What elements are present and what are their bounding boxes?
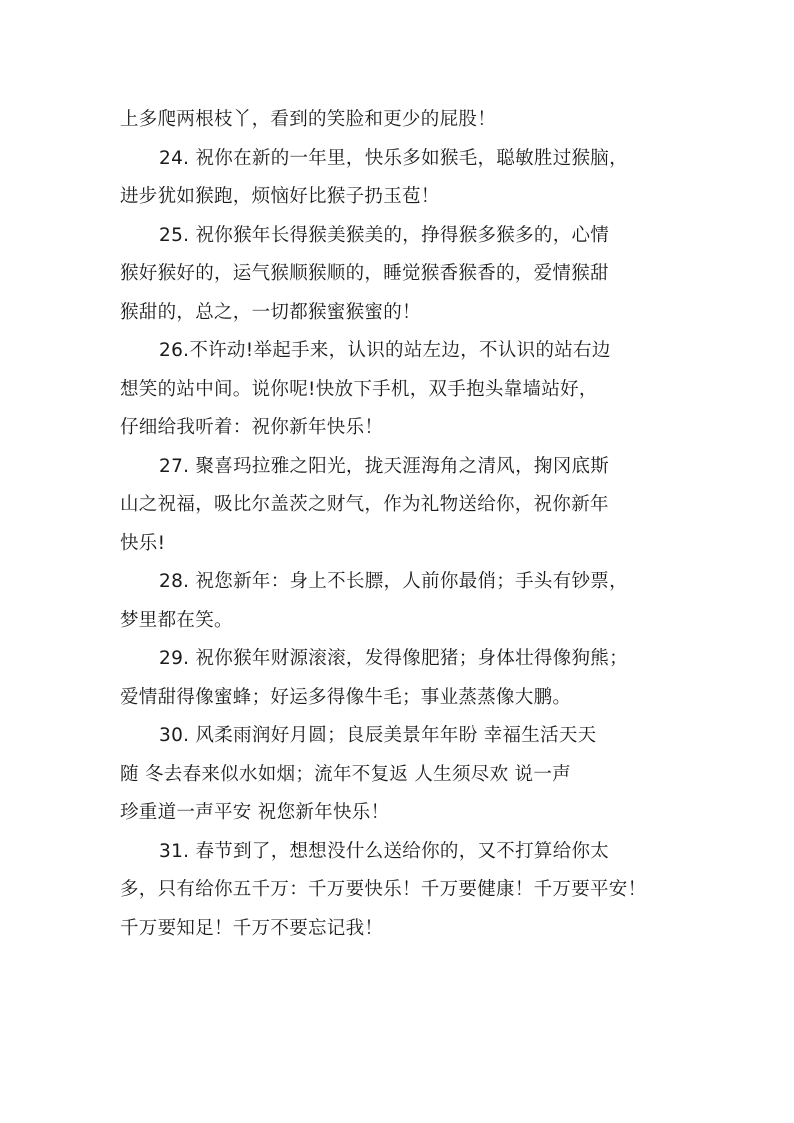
document-body bbox=[120, 101, 676, 948]
text-line: 想笑的站中间。说你呢!快放下手机，双手抱头靠墙站好， bbox=[120, 378, 598, 400]
paragraph-24 bbox=[120, 140, 676, 217]
paragraph-31 bbox=[120, 833, 676, 949]
text-line: 随 冬去春来似水如烟；流年不复返 人生须尽欢 说一声 bbox=[120, 763, 571, 785]
text-line: 上多爬两根枝丫，看到的笑脸和更少的屁股！ bbox=[120, 109, 497, 130]
text-line: 25. 祝你猴年长得猴美猴美的，挣得猴多猴多的，心情 bbox=[159, 224, 610, 246]
text-line: 进步犹如猴跑，烦恼好比猴子扔玉苞！ bbox=[120, 186, 440, 207]
text-line: 千万要知足！千万不要忘记我！ bbox=[120, 917, 384, 939]
text-line: 爱情甜得像蜜蜂；好运多得像牛毛；事业蒸蒸像大鹏。 bbox=[120, 686, 572, 708]
text-line: 27. 聚喜玛拉雅之阳光，拢天涯海角之清风，掬冈底斯 bbox=[159, 455, 610, 477]
text-line: 快乐! bbox=[120, 532, 166, 554]
text-line: 猴甜的，总之，一切都猴蜜猴蜜的！ bbox=[120, 301, 421, 323]
text-line: 24. 祝你在新的一年里，快乐多如猴毛，聪敏胜过猴脑， bbox=[159, 147, 628, 169]
text-line: 珍重道一声平安 祝您新年快乐！ bbox=[120, 802, 390, 823]
text-line: 28. 祝您新年：身上不长膘，人前你最俏；手头有钞票， bbox=[159, 571, 628, 592]
paragraph-26 bbox=[120, 332, 676, 448]
text-line: 26.不许动!举起手来，认识的站左边，不认识的站右边 bbox=[159, 340, 611, 361]
paragraph-30 bbox=[120, 717, 676, 833]
paragraph-23-continuation bbox=[120, 101, 676, 140]
paragraph-27 bbox=[120, 448, 676, 564]
text-line: 猴好猴好的，运气猴顺猴顺的，睡觉猴香猴香的，爱情猴甜 bbox=[120, 263, 609, 284]
paragraph-29 bbox=[120, 640, 676, 717]
text-line: 仔细给我听着：祝你新年快乐！ bbox=[120, 417, 384, 438]
text-line: 29. 祝你猴年财源滚滚，发得像肥猪；身体壮得像狗熊； bbox=[159, 648, 628, 669]
paragraph-28 bbox=[120, 563, 676, 640]
text-line: 30. 风柔雨润好月圆；良辰美景年年盼 幸福生活天天 bbox=[159, 725, 597, 746]
text-line: 31. 春节到了，想想没什么送给你的，又不打算给你太 bbox=[159, 840, 610, 862]
text-line: 山之祝福，吸比尔盖茨之财气，作为礼物送给你，祝你新年 bbox=[120, 494, 609, 515]
text-line: 梦里都在笑。 bbox=[120, 609, 233, 631]
text-line: 多，只有给你五千万：千万要快乐！千万要健康！千万要平安！ bbox=[120, 879, 647, 900]
paragraph-25 bbox=[120, 217, 676, 333]
